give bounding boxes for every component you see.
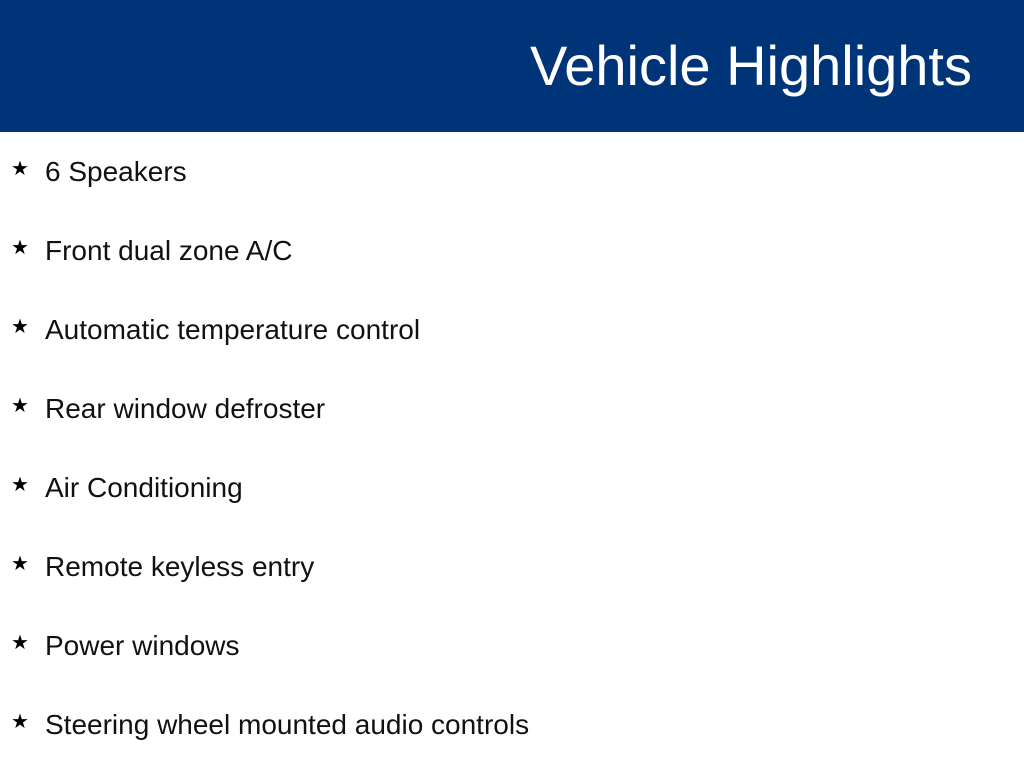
star-icon: ★ [11, 314, 29, 338]
feature-label: Power windows [45, 630, 240, 661]
star-icon: ★ [11, 472, 29, 496]
star-icon: ★ [11, 235, 29, 259]
list-item [0, 150, 1000, 229]
list-item [0, 387, 1000, 466]
feature-label: Front dual zone A/C [45, 235, 293, 266]
feature-label: Rear window defroster [45, 393, 326, 424]
feature-label: Automatic temperature control [45, 314, 421, 345]
vehicle-highlights-list [0, 150, 1000, 782]
feature-label: 6 Speakers [45, 156, 187, 187]
list-item [0, 229, 1000, 308]
feature-label: Air Conditioning [45, 472, 243, 503]
list-item [0, 466, 1000, 545]
list-item [0, 545, 1000, 624]
list-item [0, 624, 1000, 703]
star-icon: ★ [11, 630, 29, 654]
feature-label: Steering wheel mounted audio controls [45, 709, 530, 740]
star-icon: ★ [11, 393, 29, 417]
star-icon: ★ [11, 156, 29, 180]
star-icon: ★ [11, 709, 29, 733]
list-item [0, 308, 1000, 387]
list-item [0, 703, 1000, 782]
star-icon: ★ [11, 551, 29, 575]
page-title: Vehicle Highlights [529, 34, 972, 97]
title-banner [0, 0, 1024, 132]
feature-label: Remote keyless entry [45, 551, 315, 582]
